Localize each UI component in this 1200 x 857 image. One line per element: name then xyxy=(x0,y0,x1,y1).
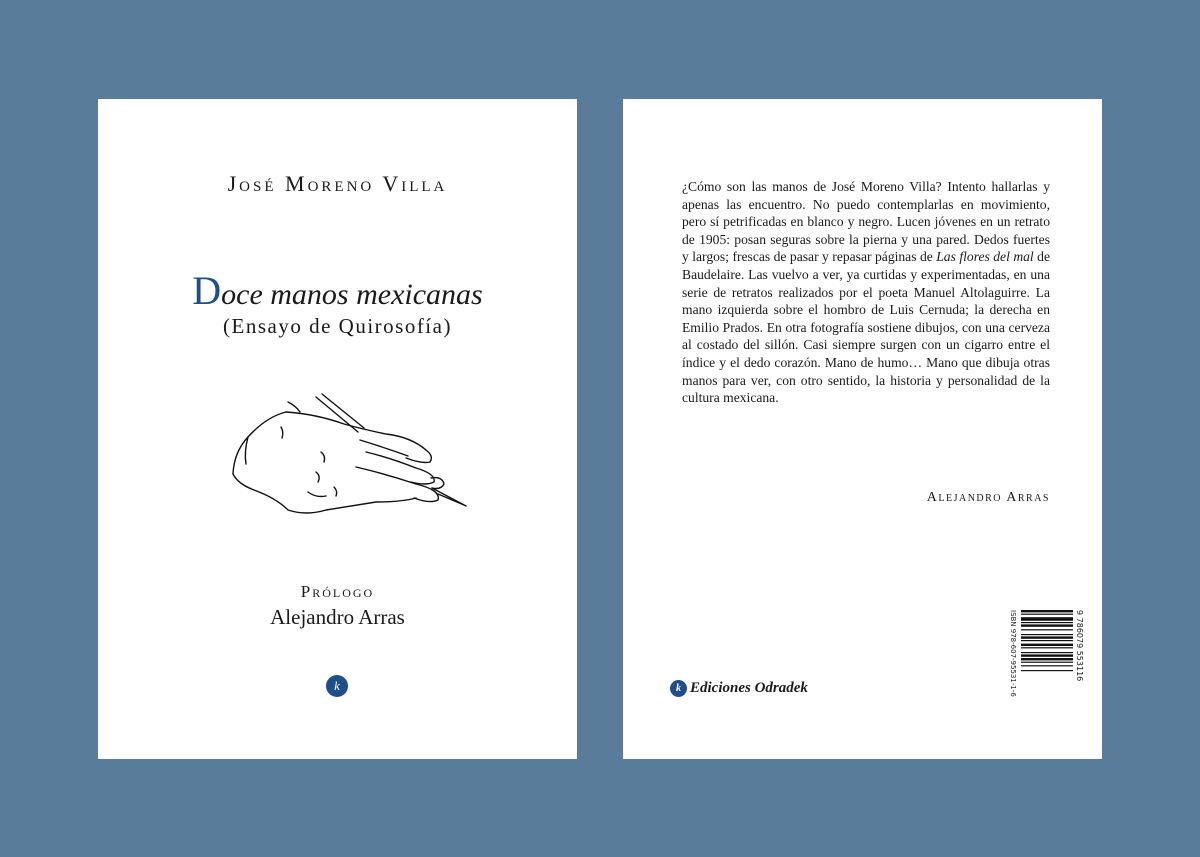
barcode-digits: 9 786079 553116 xyxy=(1075,610,1084,682)
blurb-part-1: ¿Cómo son las manos de José Moreno Villa? Intento hallarlas y apenas las encuentro. No puedo contemplarlas en movimiento, pero sí petrificadas en blanco y negro. Lucen jóvenes en un retrato de 1905: posan seguras sobre la pierna y una pared. Dedos fuertes y largos; frescas de pasar y repasar páginas de xyxy=(682,179,1050,265)
front-cover xyxy=(98,99,577,759)
back-cover xyxy=(623,99,1102,759)
publisher-imprint xyxy=(670,680,808,697)
book-subtitle: (Ensayo de Quirosofía) xyxy=(223,314,452,338)
publisher-logo-icon: k xyxy=(670,680,687,697)
barcode-icon xyxy=(995,610,1077,694)
prologue-author: Alejandro Arras xyxy=(270,605,405,629)
book-title xyxy=(98,267,577,314)
blurb-book-title: Las flores del mal xyxy=(936,249,1034,265)
prologue-label: Prólogo xyxy=(300,582,375,601)
back-cover-blurb xyxy=(682,178,1050,407)
publisher-logo-icon: k xyxy=(326,675,348,697)
title-rest: oce manos mexicanas xyxy=(221,278,483,311)
title-initial: D xyxy=(192,268,222,313)
blurb-author: Alejandro Arras xyxy=(926,490,1050,505)
hand-drawing-icon xyxy=(226,392,471,522)
isbn-text: ISBN 978-607-95531-1-6 xyxy=(1009,610,1017,697)
publisher-name: Ediciones Odradek xyxy=(690,680,808,696)
blurb-part-2: de Baudelaire. Las vuelvo a ver, ya curtidas y experimentadas, en una serie de retratos realizados por el poeta Manuel Altolaguirre. La mano izquierda sobre el hombro de Luis Cernuda; la derecha en Emilio Prados. En otra fotografía sostiene dibujos, con una cerveza al costado del sillón. Casi siempre surgen con un cigarro entre el índice y el dedo corazón. Mano de humo… Mano que dibuja otras manos para ver, con otro sentido, la historia y personalidad de la cultura mexicana. xyxy=(682,249,1050,406)
author-name: José Moreno Villa xyxy=(227,171,448,196)
